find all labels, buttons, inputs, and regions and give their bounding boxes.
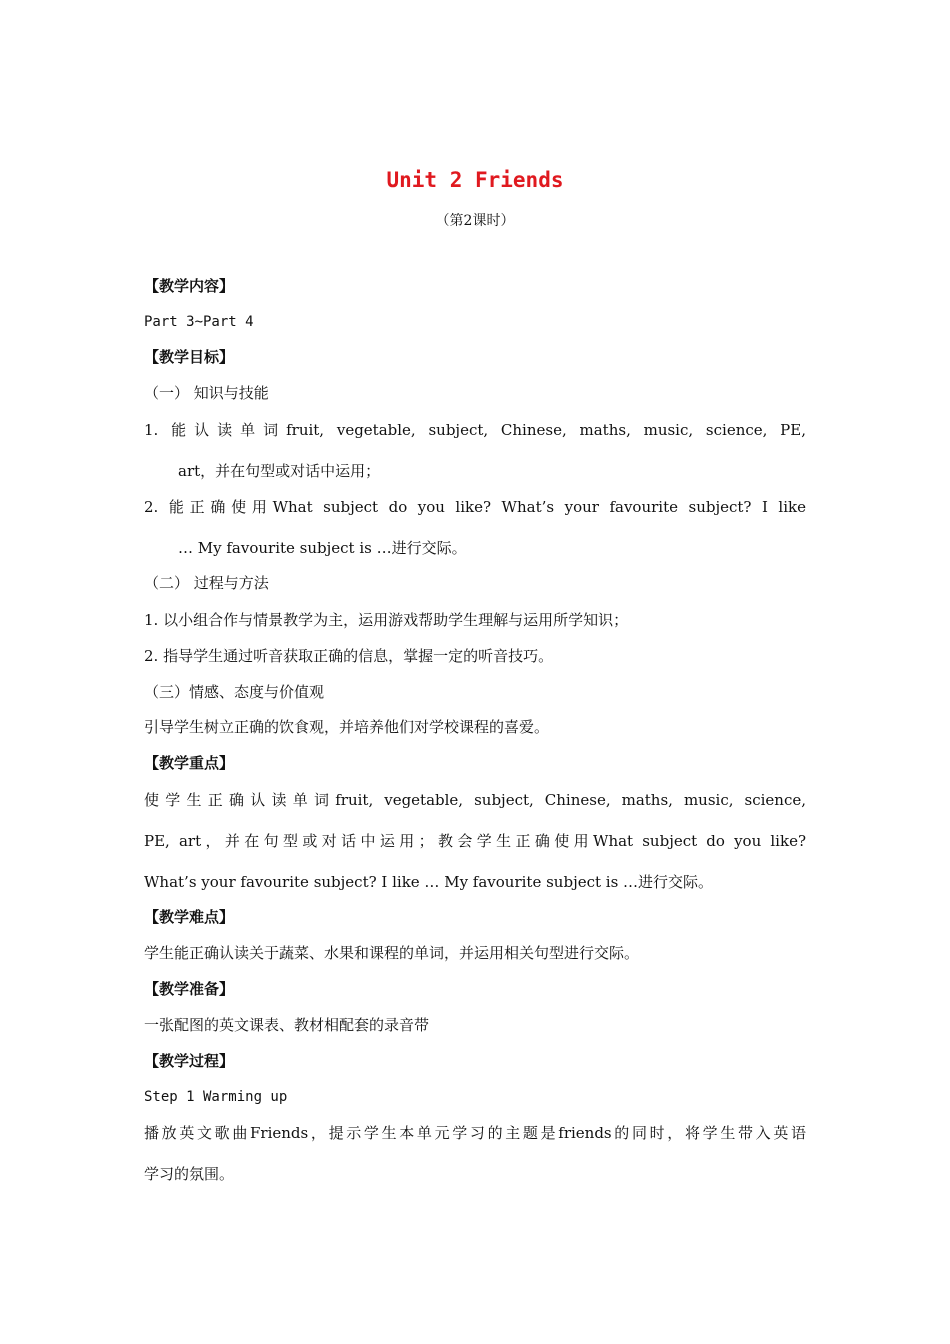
text-line: Part 3~Part 4 xyxy=(144,314,254,330)
list-item: 2. 能正确使用What subject do you like? What’s your favourite subject? I like xyxy=(144,498,806,516)
heading-process: 【教学过程】 xyxy=(144,1052,235,1070)
text-line: PE, art，并在句型或对话中运用；教会学生正确使用What subject do you like? xyxy=(144,832,806,850)
list-item: 2. 指导学生通过听音获取正确的信息，掌握一定的听音技巧。 xyxy=(144,647,554,665)
subheading-attitude: （三）情感、态度与价值观 xyxy=(144,683,325,701)
heading-preparation: 【教学准备】 xyxy=(144,980,235,998)
page-title: Unit 2 Friends xyxy=(386,168,564,192)
heading-objectives: 【教学目标】 xyxy=(144,348,235,366)
text-line: What’s your favourite subject? I like … My favourite subject is …进行交际。 xyxy=(144,873,714,891)
subheading-knowledge: （一） 知识与技能 xyxy=(144,384,269,402)
page-subtitle: （第2课时） xyxy=(435,213,515,229)
text-line: 使学生正确认读单词fruit, vegetable, subject, Chinese, maths, music, science, xyxy=(144,791,806,809)
text-line: 学习的氛围。 xyxy=(144,1165,235,1183)
subheading-process: （二） 过程与方法 xyxy=(144,574,269,592)
list-item: 1. 以小组合作与情景教学为主，运用游戏帮助学生理解与运用所学知识； xyxy=(144,611,629,629)
text-line: 一张配图的英文课表、教材相配套的录音带 xyxy=(144,1016,430,1034)
list-item-continuation: art，并在句型或对话中运用； xyxy=(178,462,381,480)
heading-key-points: 【教学重点】 xyxy=(144,754,235,772)
text-line: 学生能正确认读关于蔬菜、水果和课程的单词，并运用相关句型进行交际。 xyxy=(144,944,640,962)
heading-content: 【教学内容】 xyxy=(144,277,235,295)
text-line: 引导学生树立正确的饮食观，并培养他们对学校课程的喜爱。 xyxy=(144,718,550,736)
step-heading: Step 1 Warming up xyxy=(144,1089,288,1105)
text-line: 播放英文歌曲Friends，提示学生本单元学习的主题是friends的同时，将学生带入英语 xyxy=(144,1124,806,1142)
list-item-continuation: … My favourite subject is …进行交际。 xyxy=(178,539,467,557)
list-item: 1. 能认读单词fruit, vegetable, subject, Chinese, maths, music, science, PE, xyxy=(144,421,806,439)
heading-difficulties: 【教学难点】 xyxy=(144,908,235,926)
